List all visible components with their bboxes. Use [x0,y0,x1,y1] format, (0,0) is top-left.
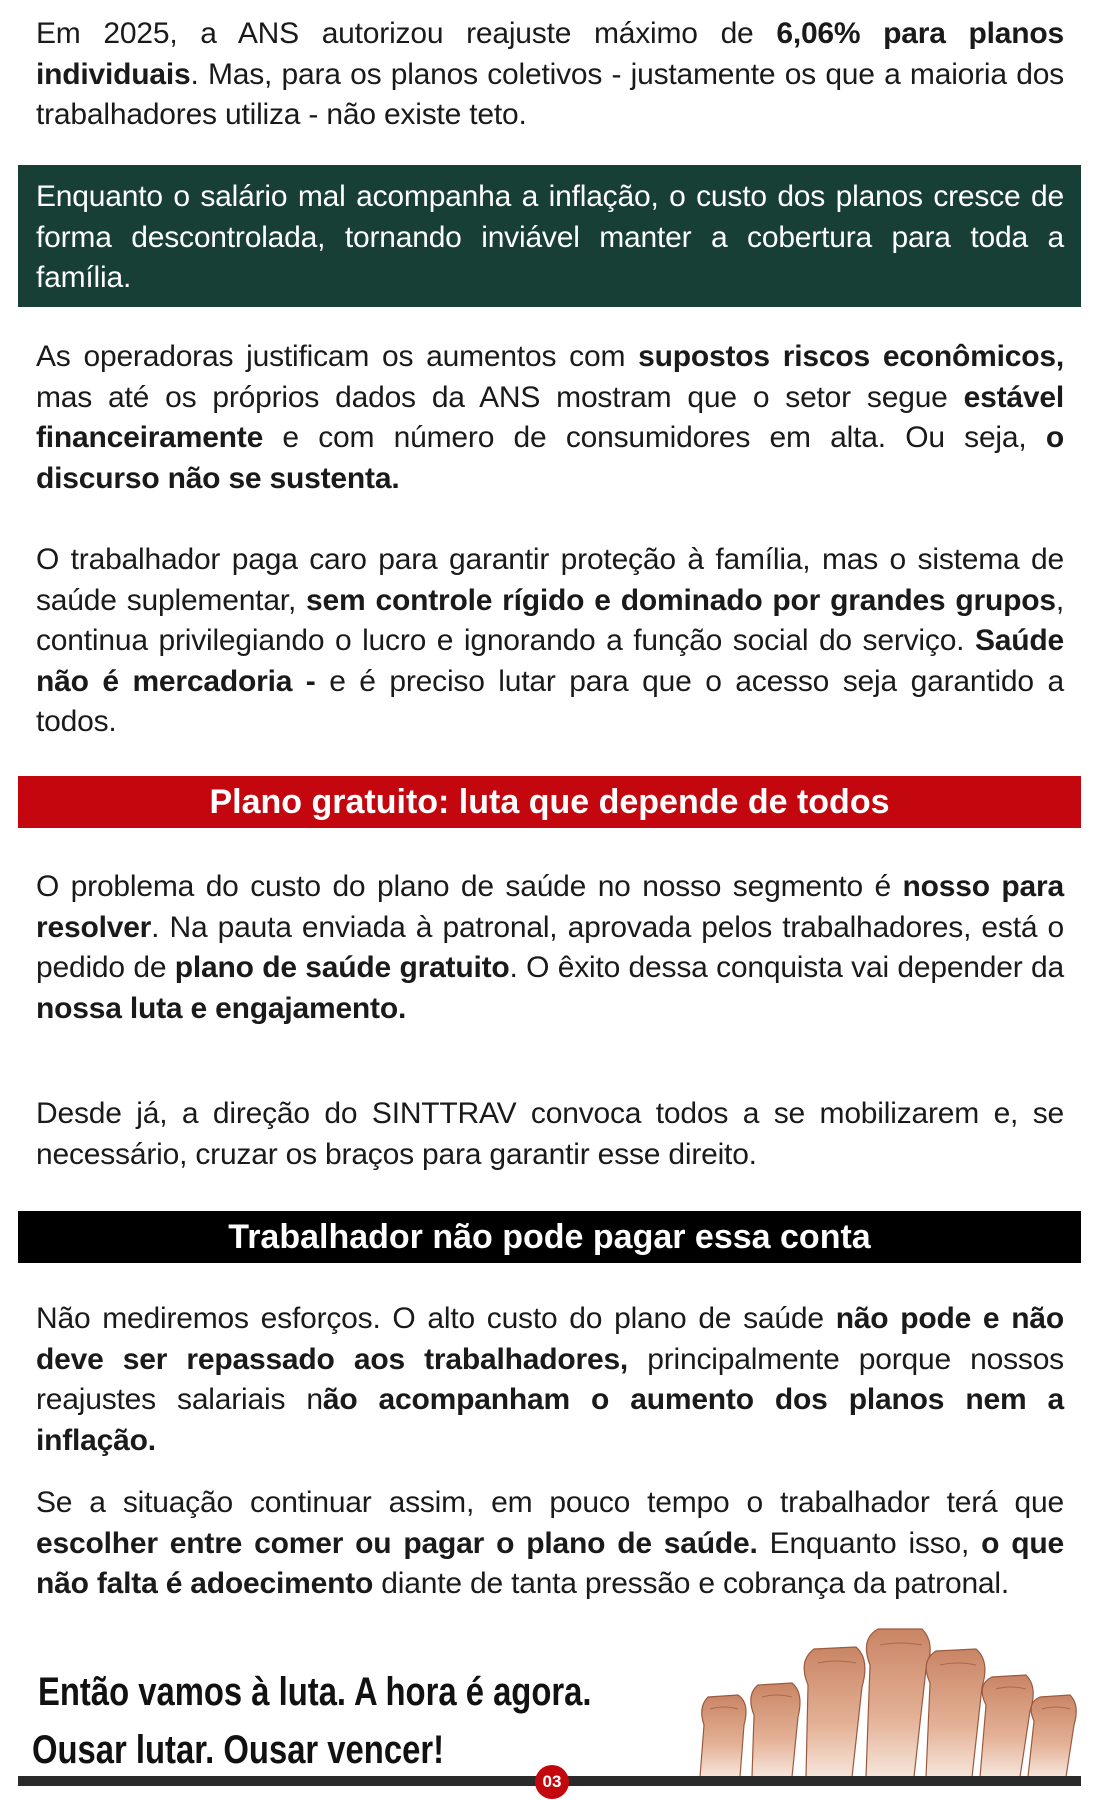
section-heading-plano-gratuito: Plano gratuito: luta que depende de todos [18,776,1081,828]
paragraph-sinttrav-convoca [36,1094,1064,1175]
highlight-box [18,165,1081,307]
bold-run: sem controle rígido e dominado por grandes grupos [306,583,1056,617]
text-run: Em 2025, a ANS autorizou reajuste máximo de [36,17,777,50]
bold-run: supostos riscos econômicos, [638,340,1064,373]
text-run: , continua privilegiando o lucro e ignorando a função social do serviço. [36,583,1064,657]
paragraph-problema-custo [36,867,1064,1029]
bold-run: plano de saúde gratuito [174,951,510,984]
bold-run: escolher entre comer ou pagar o plano de saúde. [36,1526,758,1560]
text-run: Desde já, a direção do SINTTRAV convoca todos a se mobilizarem e, se necessário, cruzar os braços para garantir esse direito. [36,1097,1064,1171]
text-run: Enquanto isso, [757,1526,982,1560]
text-run: e com número de consumidores em alta. Ou seja, [263,421,1046,454]
bold-run: Saúde não é mercadoria - [36,624,1064,698]
bold-run: o que não falta é adoecimento [36,1526,1065,1600]
text-run: Enquanto o salário mal acompanha a inflação, o custo dos planos cresce de forma descontrolada, tornando inviável manter a cobertura para toda a família. [36,180,1064,294]
slogan-vamos-a-luta: Então vamos à luta. A hora é agora. [38,1670,592,1714]
text-run: O trabalhador paga caro para garantir proteção à família, mas o sistema de saúde suplementar, [36,543,1064,617]
text-run: . Na pauta enviada à patronal, aprovada pelos trabalhadores, está o pedido de [36,910,1064,984]
text-run: As operadoras justificam os aumentos com [36,340,639,373]
slogan-ousar-lutar: Ousar lutar. Ousar vencer! [32,1728,445,1772]
section-heading-trabalhador-conta: Trabalhador não pode pagar essa conta [18,1211,1081,1263]
page-number-badge: 03 [535,1765,569,1799]
raised-fists-illustration [680,1625,1080,1777]
paragraph-nao-mediremos [36,1299,1064,1461]
text-run: Se a situação continuar assim, em pouco tempo o trabalhador terá que [36,1486,1064,1519]
text-run: . Mas, para os planos coletivos - justamente os que a maioria dos trabalhadores utiliza - não existe teto. [36,57,1064,131]
text-run: diante de tanta pressão e cobrança da patronal. [373,1567,1010,1600]
bold-run: 6,06% para planos individuais [36,17,1064,91]
paragraph-trabalhador-paga [36,540,1064,743]
bold-run: nosso para resolver [36,870,1064,944]
text-run: . O êxito dessa conquista vai depender da [509,951,1064,984]
bold-run: ão acompanham o aumento dos planos nem a inflação. [36,1383,1064,1457]
paragraph-situacao-continuar [36,1483,1064,1605]
bold-run: o discurso não se sustenta. [36,421,1064,495]
text-run: principalmente porque nossos reajustes salariais n [36,1342,1064,1416]
text-run: mas até os próprios dados da ANS mostram que o setor segue [36,380,964,414]
paragraph-salario-inflacao [36,177,1064,299]
bold-run: não pode e não deve ser repassado aos trabalhadores, [36,1302,1064,1376]
text-run: O problema do custo do plano de saúde no nosso segmento é [36,870,903,903]
text-run: e é preciso lutar para que o acesso seja garantido a todos. [36,664,1064,738]
bold-run: nossa luta e engajamento. [36,991,407,1025]
paragraph-operadoras [36,337,1064,499]
text-run: Não mediremos esforços. O alto custo do plano de saúde [36,1302,836,1335]
bold-run: estável financeiramente [36,380,1064,454]
paragraph-ans-reajuste [36,14,1064,136]
